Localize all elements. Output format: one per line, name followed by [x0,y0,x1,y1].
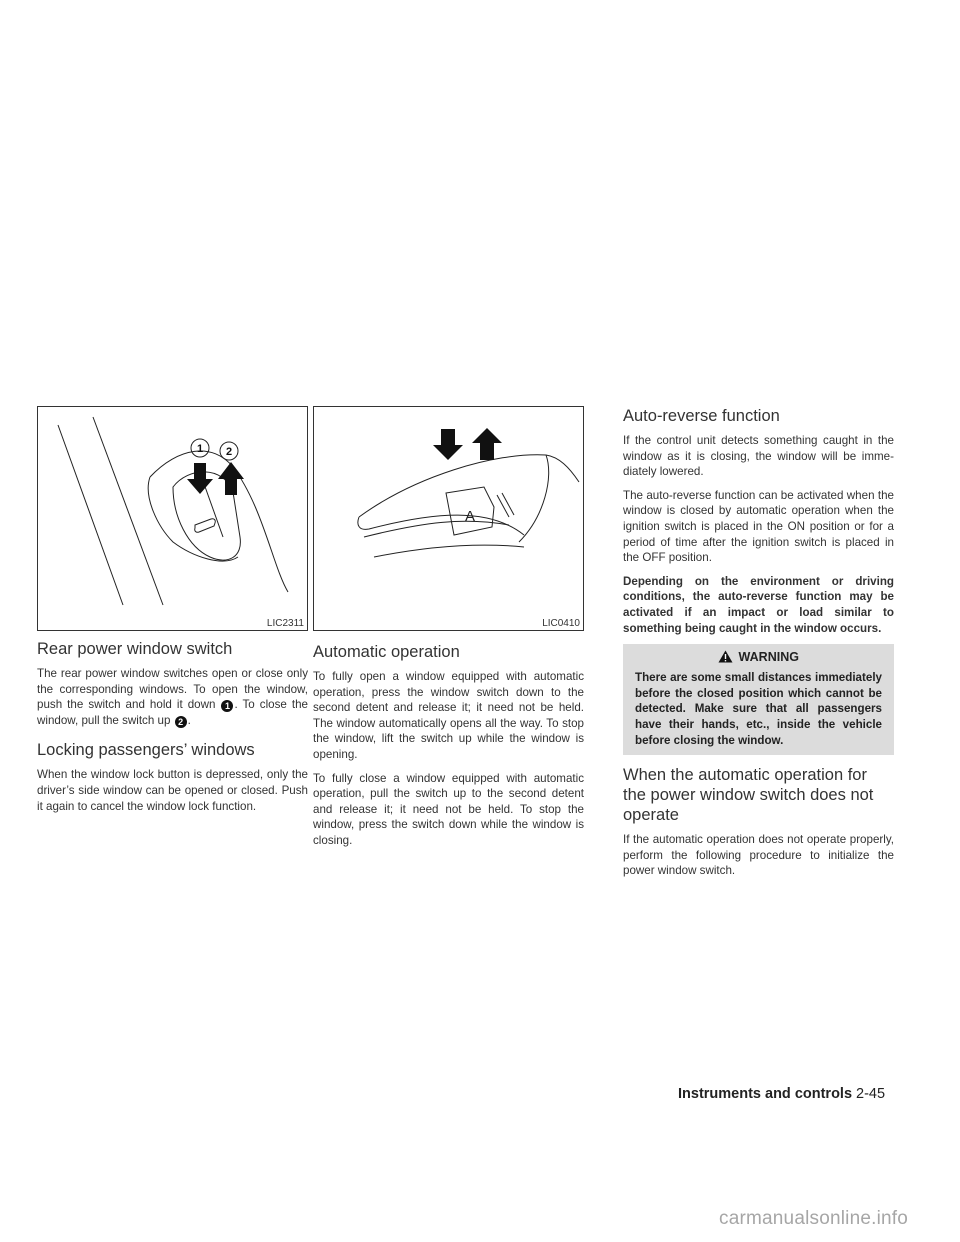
arrow-down-icon [433,429,463,460]
figure-code: LIC2311 [266,618,304,629]
figure-label-1: 1 [196,443,204,455]
paragraph-auto-reverse-1: If the control unit detects something caught in the window as it is closing, the window will be immediately lowered. [623,434,894,479]
rear-switch-figure [37,406,308,631]
page-number: 2-45 [856,1086,886,1102]
auto-switch-figure [313,406,584,631]
warning-box [623,644,894,755]
warning-triangle-icon [718,650,733,663]
column-3 [623,406,894,887]
paragraph-auto-reverse-3: Depending on the environment or driving conditions, the auto-reverse function may be activated if an impact or load similar to something being caught in the window occurs. [623,574,894,635]
warning-header [635,650,882,664]
paragraph-text: The rear power window switches open or close only the corresponding windows. To open the window, push the switch and hold it down [37,667,308,712]
paragraph-initialize: If the automatic operation does not operate properly, perform the following procedure to initialize the power window switch. [623,833,894,878]
paragraph-window-lock: When the window lock button is depressed, only the driver’s side window can be opened or closed. Push it again to cancel the window lock function. [37,768,308,813]
marker-2: 2 [175,716,187,728]
paragraph-auto-open: To fully open a window equipped with automatic operation, press the window switch down to the second detent and release it; it need not be held. The window automatically opens all the way. To stop the window, lift the switch up while the window is opening. [313,670,584,761]
paragraph-text: . To close the window, pull the switch up [37,698,308,727]
arrow-down-icon [187,463,213,494]
heading-rear-power-window-switch: Rear power window switch [37,640,233,658]
warning-text: There are some small distances immediately before the closed position which cannot be detected. Make sure that all passengers have their hands, etc., inside the vehicle before closing the window. [635,671,882,747]
watermark: carmanualsonline.info [719,1208,909,1229]
column-1 [37,406,308,822]
column-2 [313,406,584,857]
paragraph-text: . [187,713,191,727]
arrow-up-icon [472,428,502,460]
paragraph-auto-close: To fully close a window equipped with automatic operation, pull the switch up to the second detent and release it; it need not be held. To stop the window, press the switch down while the window is closing. [313,771,584,847]
warning-title: WARNING [738,650,799,665]
figure-label-a: A [464,508,476,525]
marker-1: 1 [221,700,233,712]
heading-locking-passengers-windows: Locking passengers’ windows [37,741,255,760]
figure-label-2: 2 [225,446,233,458]
section-title: Instruments and controls [678,1086,853,1102]
paragraph-auto-reverse-2: The auto-reverse function can be activated when the window is closed by automatic operation when the ignition switch is placed in the ON position or for a period of time after the ignition switch is placed in the OFF position. [623,488,894,565]
paragraph-rear-switch [37,666,308,728]
page-footer [678,1086,885,1102]
figure-code: LIC0410 [542,618,580,629]
heading-automatic-operation: Automatic operation [313,643,460,661]
heading-automatic-operation-not-operate: When the automatic operation for the power window switch does not operate [623,766,874,825]
heading-auto-reverse-function: Auto-reverse function [623,407,780,425]
arrow-up-icon [218,462,244,495]
rear-switch-illustration [38,407,307,630]
auto-switch-illustration [314,407,583,630]
